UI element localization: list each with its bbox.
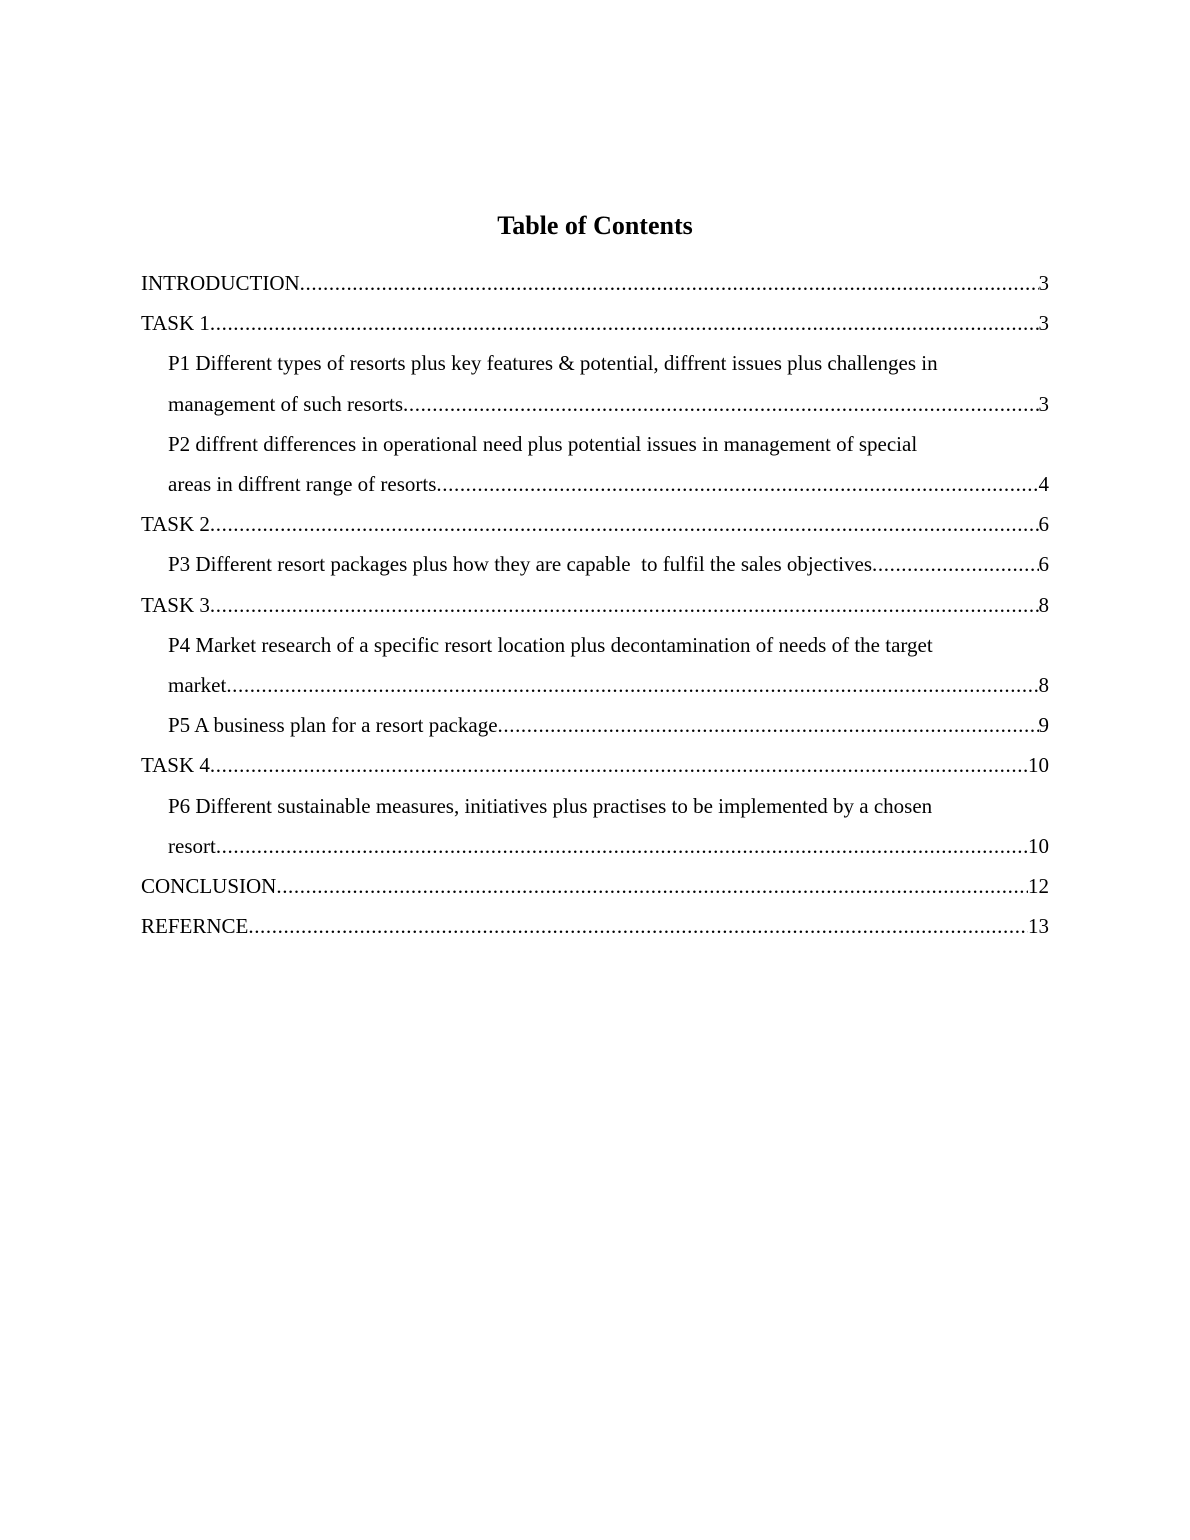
toc-entry[interactable] [141,906,1049,946]
toc-entry[interactable] [141,625,1049,705]
toc-entry[interactable] [141,303,1049,343]
toc-entry[interactable] [141,866,1049,906]
toc-page-number: 13 [1028,914,1049,939]
toc-entry[interactable] [141,544,1049,584]
toc-entry-label: TASK 2 [141,512,210,537]
toc-dot-leader [403,384,1038,424]
toc-entry-leader-line [141,866,1049,906]
toc-entry-leader-line [141,504,1049,544]
toc-dot-leader [210,303,1039,343]
toc-entry-leader-line [141,745,1049,785]
toc-page-number: 10 [1028,753,1049,778]
toc-entry-leader-line [168,384,1049,424]
toc-dot-leader [436,464,1038,504]
toc-entry-text-line: P2 diffrent differences in operational need plus potential issues in management of special [168,431,918,456]
toc-page-number: 3 [1038,311,1049,336]
toc-entry-leader-line [141,906,1049,946]
toc-dot-leader [276,866,1028,906]
toc-entry[interactable] [141,263,1049,303]
toc-dot-leader [210,745,1028,785]
toc-entry-leader-line [168,464,1049,504]
toc-entry-text-line: P4 Market research of a specific resort location plus decontamination of needs of the target [168,632,933,657]
toc-page-number: 6 [1038,552,1049,577]
toc-entry-leader-line [168,705,1049,745]
toc-title: Table of Contents [497,211,693,240]
toc-entry[interactable] [141,343,1049,423]
toc-entry-label: areas in diffrent range of resorts [168,472,437,497]
toc-entry-label: TASK 3 [141,592,210,617]
toc-entry-label: REFERNCE [141,914,249,939]
toc-entry-leader-line [141,303,1049,343]
toc-entry-text-line: P1 Different types of resorts plus key features & potential, diffrent issues plus challenges in [168,351,938,376]
toc-entry-label: resort [168,833,216,858]
toc-entry[interactable] [141,705,1049,745]
toc-page-number: 3 [1038,271,1049,295]
toc-page-number: 8 [1038,673,1049,698]
toc-entry[interactable] [141,585,1049,625]
toc-entry-leader-line [168,665,1049,705]
toc-page-number: 6 [1038,512,1049,537]
toc-page-number: 9 [1038,713,1049,738]
toc-entry-leader-line [168,826,1049,866]
toc-entry-leader-line [141,585,1049,625]
toc-entry-label: management of such resorts [168,391,404,416]
toc-entry[interactable] [141,745,1049,785]
toc-dot-leader [216,826,1028,866]
toc-entry[interactable] [141,786,1049,866]
toc-entry-text-line: P6 Different sustainable measures, initiatives plus practises to be implemented by a chosen [168,793,933,818]
toc-page-number: 12 [1028,874,1049,899]
toc-entry-label: P5 A business plan for a resort package [168,713,498,738]
toc-dot-leader [210,585,1039,625]
toc-entry[interactable] [141,424,1049,504]
table-of-contents [141,263,1049,946]
toc-page-number: 10 [1028,833,1049,858]
toc-entry-label: INTRODUCTION [141,271,300,295]
toc-dot-leader [300,263,1039,303]
toc-entry-label: P3 Different resort packages plus how they are capable to fulfil the sales objectives [168,552,873,577]
toc-dot-leader [226,665,1038,705]
toc-page-number: 3 [1038,391,1049,416]
toc-entry[interactable] [141,504,1049,544]
toc-entry-label: CONCLUSION [141,874,277,899]
toc-entry-leader-line [141,263,1049,303]
toc-page-number: 8 [1038,592,1049,617]
toc-entry-label: TASK 4 [141,753,210,778]
toc-dot-leader [872,544,1038,584]
toc-entry-leader-line [168,544,1049,584]
toc-entry-label: TASK 1 [141,311,210,336]
toc-entry-label: market [168,673,227,698]
toc-page-number: 4 [1038,472,1049,497]
toc-dot-leader [248,906,1028,946]
toc-dot-leader [210,504,1039,544]
toc-dot-leader [498,705,1039,745]
